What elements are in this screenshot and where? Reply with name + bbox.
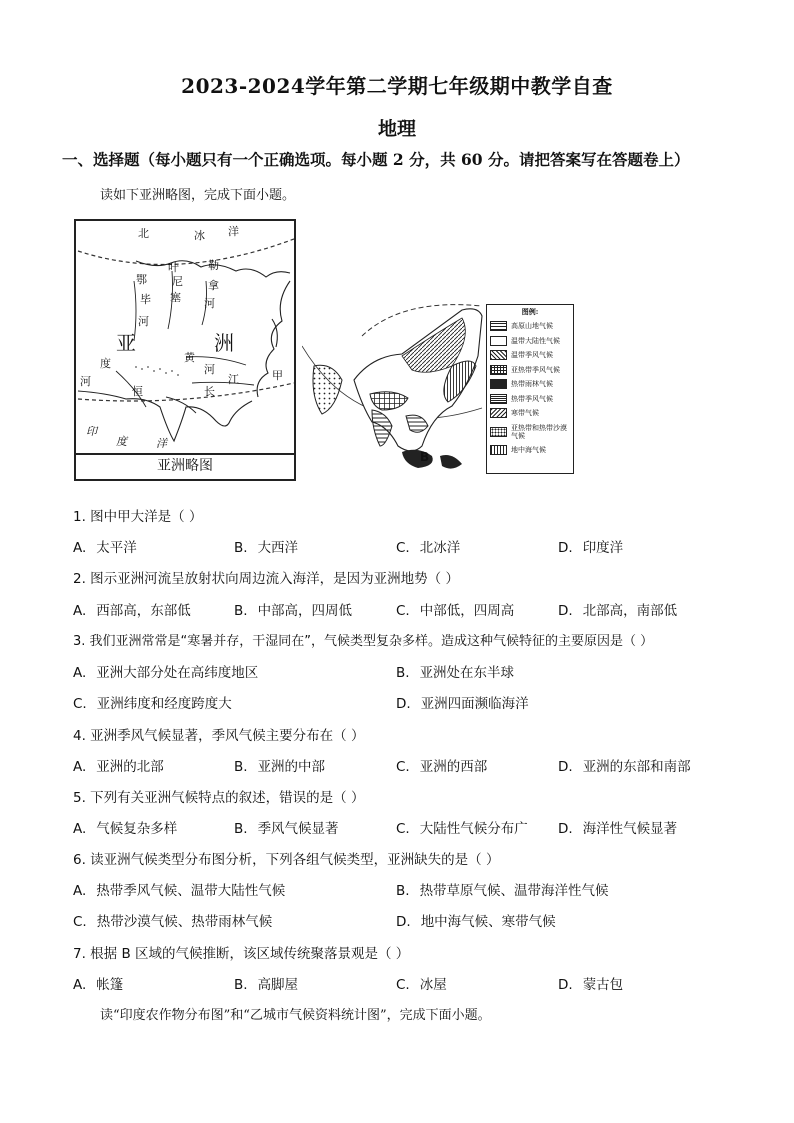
option-letter: D. — [558, 759, 573, 775]
option-letter: A. — [73, 759, 87, 775]
option-letter: D. — [558, 821, 573, 837]
map-label-ye: 叶 — [168, 261, 179, 274]
map-label-chang: 长 — [204, 385, 215, 398]
option — [558, 755, 691, 775]
option-text: 冰屋 — [419, 977, 447, 993]
option — [73, 879, 285, 899]
option-text: 太平洋 — [96, 540, 137, 556]
option-letter: B. — [396, 665, 410, 681]
option — [234, 973, 298, 993]
map-label-huang: 黄 — [184, 351, 195, 364]
legend-swatch — [490, 445, 507, 455]
option-text: 中部高，四周低 — [257, 603, 353, 619]
option — [73, 817, 177, 837]
option — [396, 817, 528, 837]
option — [73, 973, 123, 993]
region-b-label: B — [420, 450, 430, 464]
map-label-ocean: 洋 — [228, 225, 239, 238]
option-text: 亚洲四面濒临海洋 — [420, 696, 529, 712]
option-letter: D. — [558, 977, 573, 993]
intro-text: 读“印度农作物分布图”和“乙城市气候资料统计图”，完成下面小题。 — [100, 1008, 491, 1023]
option-letter: D. — [558, 540, 573, 556]
option-text: 西部高，东部低 — [96, 603, 191, 619]
option-text: 亚洲大部分处在高纬度地区 — [96, 665, 259, 681]
map-label-jiang: 江 — [228, 373, 239, 386]
map-label-he-b: 河 — [138, 315, 149, 328]
option — [73, 910, 272, 930]
question-stem: 2. 图示亚洲河流呈放射状向周边流入海洋，是因为亚洲地势（ ） — [73, 571, 459, 587]
option-letter: A. — [73, 821, 87, 837]
legend-swatch — [490, 394, 507, 404]
option — [396, 692, 529, 712]
map-label-du2: 度 — [116, 435, 127, 448]
option — [558, 817, 677, 837]
asia-map-drawing — [76, 221, 294, 453]
legend-item — [490, 334, 570, 349]
map-label-he-a: 河 — [204, 297, 215, 310]
option-letter: C. — [396, 759, 410, 775]
legend-swatch — [490, 408, 507, 418]
option-letter: B. — [234, 821, 248, 837]
option-text: 亚洲纬度和经度跨度大 — [96, 696, 232, 712]
map-label-le: 勒 — [208, 259, 219, 272]
legend-label: 热带季风气候 — [511, 394, 553, 403]
map-label-north: 北 — [138, 227, 149, 240]
legend-item — [490, 392, 570, 407]
legend-label: 温带季风气候 — [511, 351, 553, 360]
option — [73, 536, 137, 556]
map-label-ice: 冰 — [194, 229, 205, 242]
option-letter: B. — [234, 603, 248, 619]
legend-item — [490, 377, 570, 392]
option-letter: C. — [396, 540, 410, 556]
option-text: 亚洲处在东半球 — [419, 665, 515, 681]
option — [396, 661, 514, 681]
option — [396, 973, 447, 993]
option — [73, 661, 258, 681]
option-text: 北冰洋 — [419, 540, 461, 556]
map-label-zhou: 洲 — [214, 331, 234, 355]
question-stem: 5. 下列有关亚洲气候特点的叙述，错误的是（ ） — [73, 790, 365, 806]
option-letter: C. — [73, 914, 87, 930]
option — [558, 536, 623, 556]
option — [234, 536, 298, 556]
map-label-jia: 甲 — [272, 369, 283, 382]
option-letter: C. — [396, 603, 410, 619]
intro-text: 读如下亚洲略图，完成下面小题。 — [100, 188, 296, 203]
map-label-du: 度 — [100, 357, 111, 370]
option-letter: C. — [396, 977, 410, 993]
legend-label: 地中海气候 — [511, 445, 546, 454]
option-text: 大陆性气候分布广 — [419, 821, 528, 837]
question-stem: 7. 根据 B 区域的气候推断，该区域传统聚落景观是（ ） — [73, 946, 410, 962]
option-text: 中部低，四周高 — [419, 603, 515, 619]
option-text: 印度洋 — [582, 540, 624, 556]
legend-item — [490, 443, 570, 458]
option-text: 亚洲的北部 — [96, 759, 164, 775]
option — [396, 879, 609, 899]
option-letter: D. — [396, 914, 411, 930]
map-label-he-c: 河 — [204, 363, 215, 376]
option-text: 亚洲的西部 — [419, 759, 488, 775]
option-text: 帐篷 — [96, 977, 124, 993]
option-letter: B. — [234, 540, 248, 556]
option-text: 高脚屋 — [257, 977, 299, 993]
map-label-heng: 恒 — [132, 385, 143, 398]
option-text: 大西洋 — [257, 540, 299, 556]
option-letter: B. — [234, 977, 248, 993]
option-text: 气候复杂多样 — [96, 821, 178, 837]
legend-item — [490, 406, 570, 421]
question-stem: 3. 我们亚洲常常是“寒暑并存，干湿同在”，气候类型复杂多样。造成这种气候特征的主要原因是（ ） — [73, 634, 654, 649]
legend-swatch — [490, 365, 507, 375]
question-stem: 1. 图中甲大洋是（ ） — [73, 509, 203, 525]
option-text: 北部高，南部低 — [582, 603, 678, 619]
option-letter: C. — [396, 821, 410, 837]
option-letter: C. — [73, 696, 87, 712]
option-text: 季风气候显著 — [257, 821, 339, 837]
option — [234, 755, 325, 775]
legend-item — [490, 348, 570, 363]
map-label-yang: 洋 — [156, 437, 167, 450]
option-text: 亚洲的中部 — [257, 759, 326, 775]
map-label-na: 拿 — [208, 279, 219, 292]
map-label-sai: 塞 — [170, 291, 181, 304]
map-label-he-d: 河 — [80, 375, 91, 388]
question-stem: 6. 读亚洲气候类型分布图分析，下列各组气候类型，亚洲缺失的是（ ） — [73, 852, 500, 868]
option — [396, 599, 514, 619]
map-label-ya: 亚 — [116, 331, 136, 355]
option — [73, 599, 191, 619]
legend-title: 图例: — [521, 307, 539, 316]
option — [558, 973, 623, 993]
legend-swatch — [490, 336, 507, 346]
option-letter: A. — [73, 603, 87, 619]
option — [396, 755, 487, 775]
section-heading: 一、选择题（每小题只有一个正确选项。每小题 2 分，共 60 分。请把答案写在答题卷上） — [62, 150, 690, 169]
option-text: 地中海气候、寒带气候 — [420, 914, 556, 930]
option-text: 热带草原气候、温带海洋性气候 — [419, 883, 609, 899]
asia-sketch-map — [74, 219, 296, 481]
option — [234, 599, 352, 619]
option-letter: A. — [73, 540, 87, 556]
legend-swatch — [490, 321, 507, 331]
legend-label: 亚热带和热带沙漠气候 — [511, 423, 567, 440]
option-letter: A. — [73, 665, 87, 681]
option-letter: D. — [396, 696, 411, 712]
legend-label: 热带雨林气候 — [511, 380, 553, 389]
option-text: 热带沙漠气候、热带雨林气候 — [96, 914, 273, 930]
map-label-ni: 尼 — [172, 275, 183, 288]
subject-title: 地理 — [377, 118, 416, 140]
option — [73, 692, 232, 712]
map-label-e: 鄂 — [136, 273, 147, 286]
option-letter: B. — [234, 759, 248, 775]
map-label-yin: 印 — [86, 425, 97, 438]
legend-label: 寒带气候 — [511, 409, 539, 418]
legend-label: 温带大陆性气候 — [511, 336, 560, 345]
option-letter: A. — [73, 883, 87, 899]
option-text: 蒙古包 — [582, 977, 624, 993]
option-letter: A. — [73, 977, 87, 993]
legend-swatch — [490, 379, 507, 389]
option — [396, 910, 556, 930]
legend-item — [490, 363, 570, 378]
option-text: 热带季风气候、温带大陆性气候 — [96, 883, 286, 899]
option-letter: D. — [558, 603, 573, 619]
option-letter: B. — [396, 883, 410, 899]
legend-label: 高原山地气候 — [511, 322, 553, 331]
legend-item — [490, 421, 570, 443]
climate-map-drawing — [302, 296, 486, 486]
option — [396, 536, 460, 556]
climate-legend — [486, 304, 574, 474]
option-text: 海洋性气候显著 — [582, 821, 678, 837]
legend-label: 亚热带季风气候 — [511, 365, 560, 374]
map-label-bi: 毕 — [140, 293, 151, 306]
option — [234, 817, 339, 837]
legend-swatch — [490, 350, 507, 360]
legend-swatch — [490, 427, 507, 437]
question-stem: 4. 亚洲季风气候显著，季风气候主要分布在（ ） — [73, 728, 365, 744]
map-caption: 亚洲略图 — [76, 453, 294, 479]
exam-title: 2023-2024学年第二学期七年级期中教学自查 — [181, 74, 613, 98]
legend-item — [490, 319, 570, 334]
option — [73, 755, 164, 775]
option — [558, 599, 677, 619]
option-text: 亚洲的东部和南部 — [582, 759, 691, 775]
